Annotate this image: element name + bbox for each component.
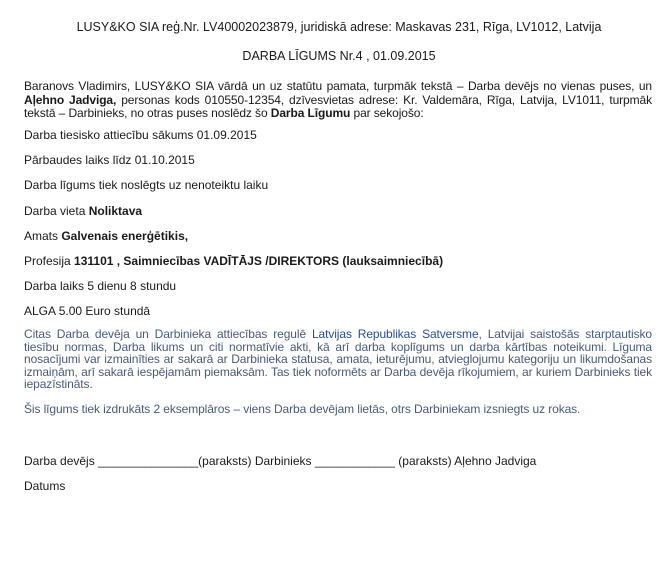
relations-paragraph: [24, 328, 652, 391]
term-start: Darba tiesisko attiecību sākums 01.09.2015: [24, 128, 257, 142]
contract-word: Darba Līgumu: [270, 106, 351, 120]
term-position: [24, 229, 188, 243]
signature-line: Darba devējs _______________(paraksts) Darbinieks ____________ (paraksts) Aļehno Jadviga: [24, 454, 537, 468]
workplace-label: Darba vieta: [24, 204, 89, 218]
term-probation: Pārbaudes laiks līdz 01.10.2015: [24, 153, 195, 167]
employee-name: Aļehno Jadviga,: [24, 92, 117, 107]
term-workplace: [24, 204, 142, 218]
date-label: Datums: [24, 479, 66, 493]
term-salary: ALGA 5.00 Euro stundā: [24, 304, 151, 318]
intro-text-3: par sekojošo:: [350, 106, 424, 120]
position-value: Galvenais enerģētikis,: [61, 229, 189, 243]
copies-paragraph: Šis līgums tiek izdrukāts 2 eksemplāros – viens Darba devējam lietās, otrs Darbiniekam izsniegts uz rokas.: [24, 402, 581, 416]
contract-title: DARBA LĪGUMS Nr.4 , 01.09.2015: [242, 49, 436, 63]
intro-paragraph: [24, 80, 652, 121]
constitution-link[interactable]: Latvijas Republikas Satversme: [311, 327, 479, 341]
intro-text-2: personas kods 010550-12354, dzīvesvietas adrese: Kr. Valdemāra, Rīga, Latvija, LV1011, turpmāk tekstā – Darbinieks, no otras puses noslēdz šo: [24, 92, 652, 120]
relations-text-1: Citas Darba devēja un Darbinieka attiecības regulē: [24, 327, 312, 341]
term-profession: [24, 254, 443, 268]
profession-value: 131101 , Saimniecības VADĪTĀJS /DIREKTORS (lauksaimniecībā): [74, 254, 444, 268]
profession-label: Profesija: [24, 254, 75, 268]
term-duration: Darba līgums tiek noslēgts uz nenoteiktu laiku: [24, 178, 269, 192]
intro-text-1: Baranovs Vladimirs, LUSY&KO SIA vārdā un uz statūtu pamata, turpmāk tekstā – Darba devējs no vienas puses, un: [24, 79, 652, 93]
workplace-value: Noliktava: [88, 204, 143, 218]
company-header: LUSY&KO SIA reģ.Nr. LV40002023879, juridiskā adrese: Maskavas 231, Rīga, LV1012, Latvija: [76, 20, 602, 34]
term-hours: Darba laiks 5 dienu 8 stundu: [24, 279, 177, 293]
position-label: Amats: [24, 229, 62, 243]
relations-text-2: , Latvijai saistošās starptautisko tiesību normas, Darba likums un citi normatīvie akti, kā arī darba koplīgums un darba kārtības noteikumi. Līguma nosacījumi var izmainīties ar sakarā ar Darbinieka statusa, amata, ieturējumu, atvieglojumu kategoriju un likumdošanas izmaiņām, arī sakarā iespējamām piemaksām. Tas tiek noformēts ar Darba devēja rīkojumiem, ar kuriem Darbinieks tiek iepazīstināts.: [24, 327, 652, 391]
